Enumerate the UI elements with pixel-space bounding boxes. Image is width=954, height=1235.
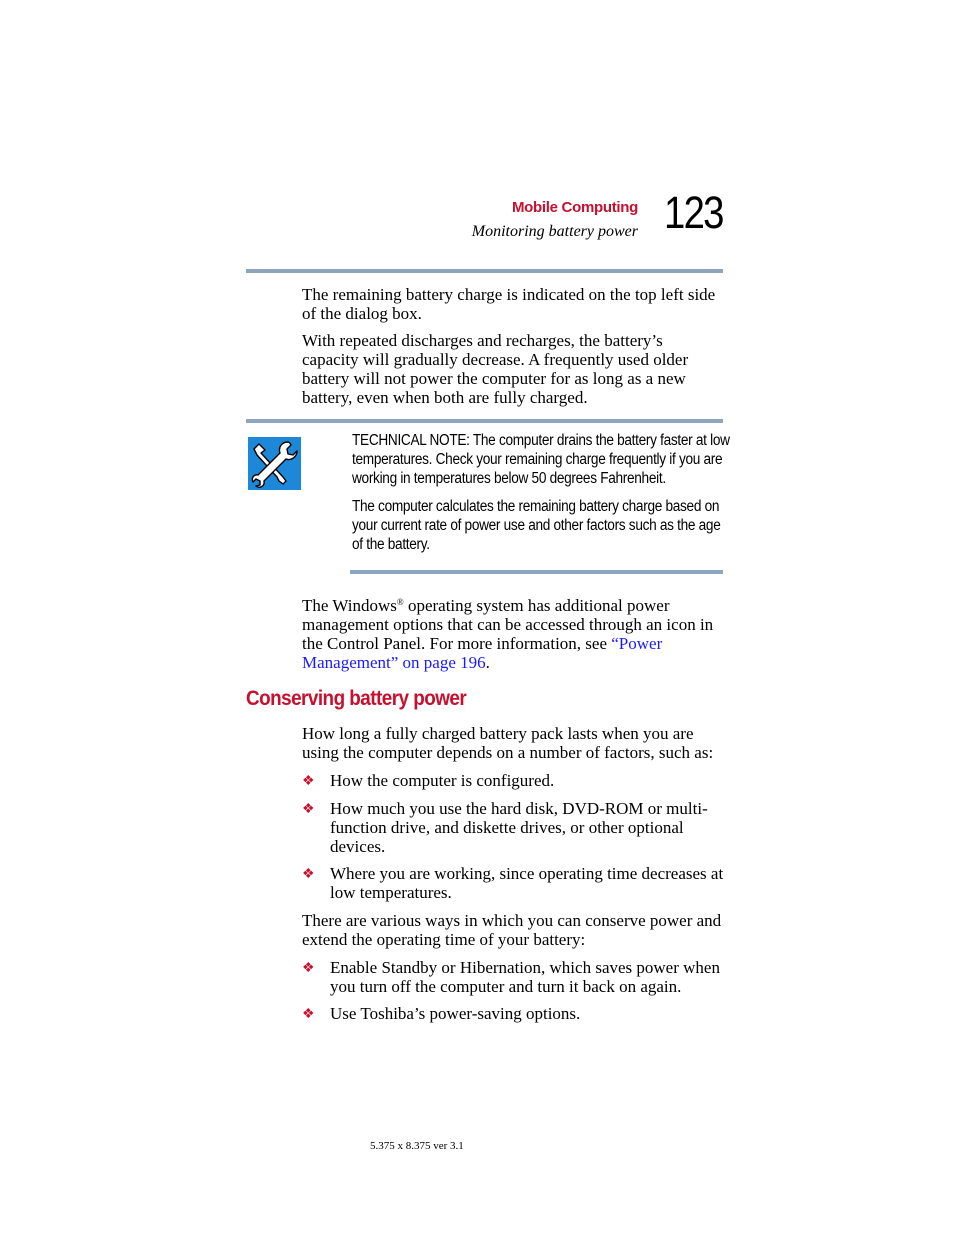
technical-note-paragraph-1: TECHNICAL NOTE: The computer drains the battery faster at low temperatures. Check your remaining charge frequently if you are working in temperatures below 50 degrees Fahrenheit. [352, 432, 730, 487]
bullet-glyph: ❖ [302, 961, 315, 976]
running-header-section: Mobile Computing [511, 199, 638, 216]
windows-text: The Windows [302, 596, 397, 615]
section-paragraph-1: How long a fully charged battery pack lasts when you are using the computer depends on a number of factors, such as: [302, 724, 714, 762]
list-item: Use Toshiba’s power-saving options. [330, 1004, 581, 1023]
registered-mark: ® [396, 597, 404, 607]
list-item: Enable Standby or Hibernation, which saves power when you turn off the computer and turn it back on again. [330, 958, 720, 996]
list-item: How the computer is configured. [330, 771, 555, 790]
list-item: Where you are working, since operating time decreases at low temperatures. [330, 864, 724, 902]
running-header-subsection: Monitoring battery power [471, 223, 638, 240]
intro-paragraph-2: With repeated discharges and recharges, the battery’s capacity will gradually decrease. A frequently used older battery will not power the computer for as long as a new battery, even when both are fully charged. [302, 331, 689, 407]
windows-text-middle: operating system has additional power management options that can be accessed through an icon in the Control Panel. For more information, see [302, 596, 714, 653]
intro-paragraph-1: The remaining battery charge is indicated on the top left side of the dialog box. [302, 285, 716, 323]
page-number: 123 [664, 187, 723, 238]
note-bottom-rule [350, 570, 723, 574]
bullet-glyph: ❖ [302, 867, 315, 882]
list-item: How much you use the hard disk, DVD-ROM or multi-function drive, and diskette drives, or other optional devices. [330, 799, 708, 856]
windows-power-paragraph [302, 596, 727, 672]
bullet-glyph: ❖ [302, 1007, 315, 1022]
technical-note-paragraph-2: The computer calculates the remaining battery charge based on your current rate of power use and other factors such as the age of the battery. [352, 498, 721, 553]
bullet-glyph: ❖ [302, 774, 315, 789]
top-rule [246, 269, 723, 273]
note-top-rule [246, 419, 723, 423]
bullet-glyph: ❖ [302, 802, 315, 817]
windows-text-end: . [485, 653, 490, 672]
section-heading: Conserving battery power [246, 687, 467, 710]
wrench-screwdriver-icon [248, 437, 301, 490]
section-paragraph-2: There are various ways in which you can conserve power and extend the operating time of your battery: [302, 911, 722, 949]
print-spec-footer: 5.375 x 8.375 ver 3.1 [370, 1140, 464, 1152]
power-management-link[interactable]: “Power Management” on page 196 [302, 634, 663, 672]
